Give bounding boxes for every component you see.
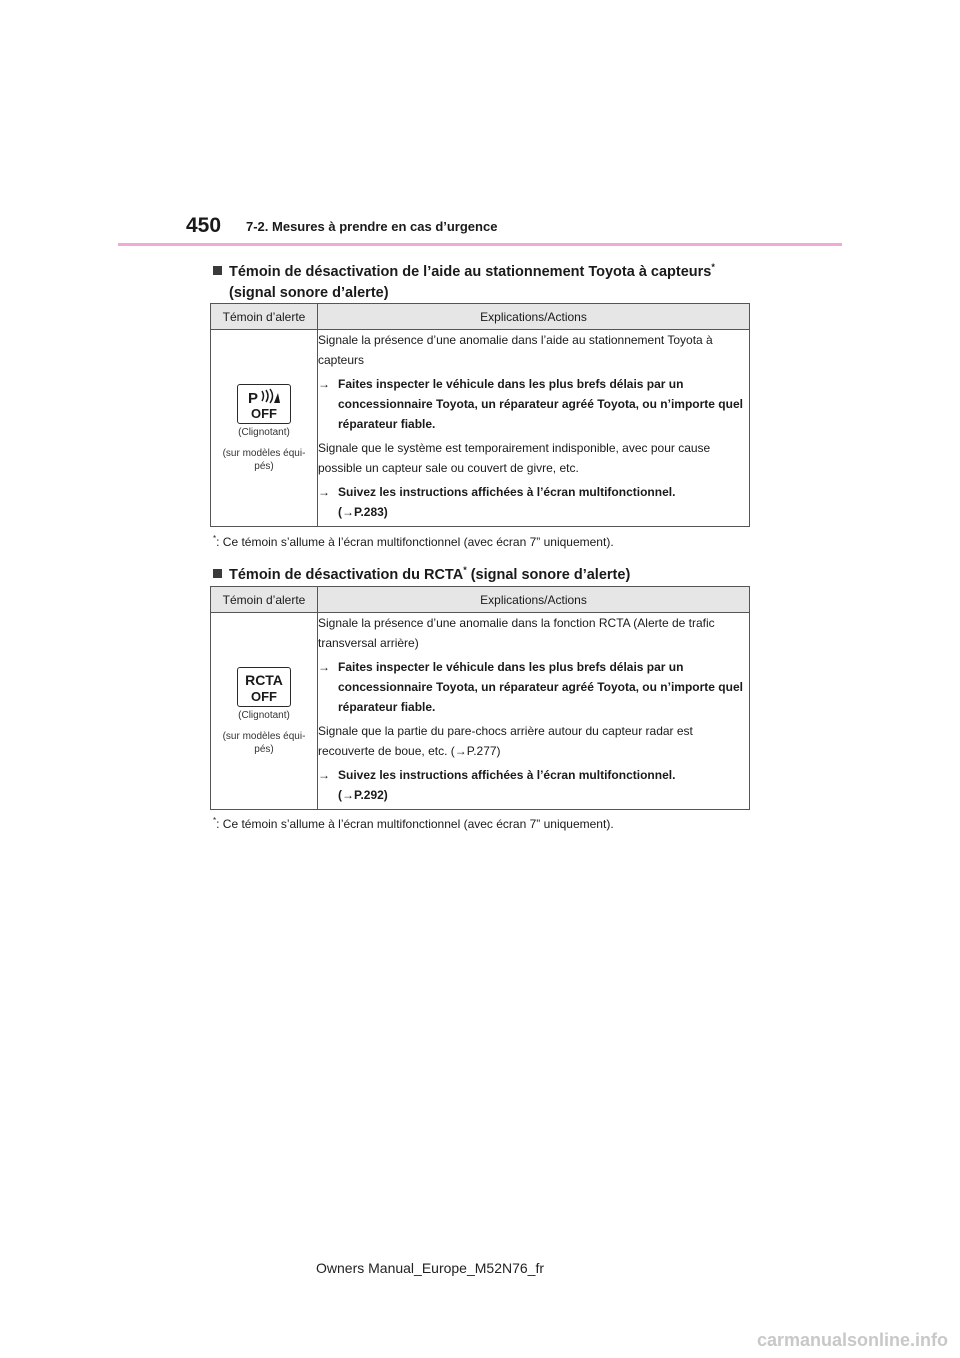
action-text: Suivez les instructions affichées à l’écran multifonctionnel.: [338, 485, 676, 499]
column-header-explanation: Explications/Actions: [318, 587, 750, 613]
warning-table-parking-sensor: [210, 303, 750, 527]
explanation-text: Signale que la partie du pare-chocs arrière autour du capteur radar est recouverte de boue, etc. (→P.277): [318, 724, 693, 758]
section-heading-parking-sensor: [213, 257, 715, 304]
bullet-square: [213, 266, 222, 275]
icon-state-label: (Clignotant): [238, 426, 290, 438]
action-text: Suivez les instructions affichées à l’écran multifonctionnel.: [338, 768, 676, 782]
action-item: [318, 482, 749, 522]
action-block: [338, 482, 675, 522]
icon-text-p: P: [248, 389, 259, 407]
icon-cell: [211, 613, 318, 810]
table-header-row: [211, 304, 750, 330]
heading-text: Témoin de désactivation de l’aide au stationnement Toyota à capteurs: [229, 263, 712, 280]
icon-text-off: OFF: [251, 688, 277, 704]
arrow-icon: →: [318, 768, 330, 782]
column-header-warning: Témoin d’alerte: [211, 304, 318, 330]
warning-table-rcta: [210, 586, 750, 810]
arrow-icon: →: [318, 377, 330, 391]
column-header-warning: Témoin d’alerte: [211, 587, 318, 613]
explanation-cell: [318, 330, 750, 527]
heading-text-line2: (signal sonore d’alerte): [229, 284, 389, 301]
action-item: [318, 765, 749, 805]
footnote-text: : Ce témoin s’allume à l’écran multifonctionnel (avec écran 7” uniquement).: [216, 817, 614, 831]
table-row: [211, 330, 750, 527]
icon-state-label: (Clignotant): [238, 709, 290, 721]
footnote: [213, 813, 614, 832]
action-block: [338, 765, 675, 805]
footnote-text: : Ce témoin s’allume à l’écran multifonctionnel (avec écran 7” uniquement).: [216, 535, 614, 549]
footnote-mark: *: [711, 262, 715, 272]
icon-models-label: (sur modèles équi-pés): [222, 730, 306, 755]
watermark: carmanualsonline.info: [756, 1330, 948, 1350]
arrow-icon: →: [318, 485, 330, 499]
section-title: 7-2. Mesures à prendre en cas d’urgence: [246, 219, 498, 234]
section-heading-rcta: [213, 560, 630, 586]
table-row: [211, 613, 750, 810]
explanation-cell: [318, 613, 750, 810]
rcta-off-icon: [237, 667, 291, 707]
footnote-mark: *: [213, 534, 217, 543]
icon-text-off: OFF: [251, 405, 277, 421]
arrow-icon: →: [318, 660, 330, 674]
footnote: [213, 531, 614, 550]
explanation-text: Signale que le système est temporairement indisponible, avec pour cause possible un capteur sale ou couvert de givre, etc.: [318, 441, 711, 475]
parking-sensor-off-icon: [237, 384, 291, 424]
footnote-mark: *: [213, 816, 217, 825]
heading-text: Témoin de désactivation du RCTA: [229, 566, 464, 583]
page-reference-link[interactable]: (→P.292): [338, 788, 388, 802]
icon-text-rcta: RCTA: [245, 671, 283, 688]
heading-text-post: (signal sonore d’alerte): [466, 566, 631, 583]
table-header-row: [211, 587, 750, 613]
icon-models-label: (sur modèles équi-pés): [222, 447, 306, 472]
bullet-square: [213, 569, 222, 578]
page-footer: Owners Manual_Europe_M52N76_fr: [316, 1260, 545, 1276]
action-text: Faites inspecter le véhicule dans les plus brefs délais par un concessionnaire Toyota, un réparateur agréé Toyota, ou n’importe quel réparateur fiable.: [338, 660, 743, 714]
header-rule: [118, 243, 842, 246]
action-text: Faites inspecter le véhicule dans les plus brefs délais par un concessionnaire Toyota, un réparateur agréé Toyota, ou n’importe quel réparateur fiable.: [338, 377, 743, 431]
explanation-text: Signale la présence d’une anomalie dans la fonction RCTA (Alerte de trafic transversal arrière): [318, 616, 715, 650]
explanation-text: Signale la présence d’une anomalie dans l’aide au stationnement Toyota à capteurs: [318, 333, 713, 367]
page-reference-link[interactable]: (→P.283): [338, 505, 388, 519]
column-header-explanation: Explications/Actions: [318, 304, 750, 330]
page-number: 450: [186, 214, 222, 237]
footnote-mark: *: [463, 565, 467, 575]
icon-cell: [211, 330, 318, 527]
action-item: [318, 657, 749, 717]
action-item: [318, 374, 749, 434]
